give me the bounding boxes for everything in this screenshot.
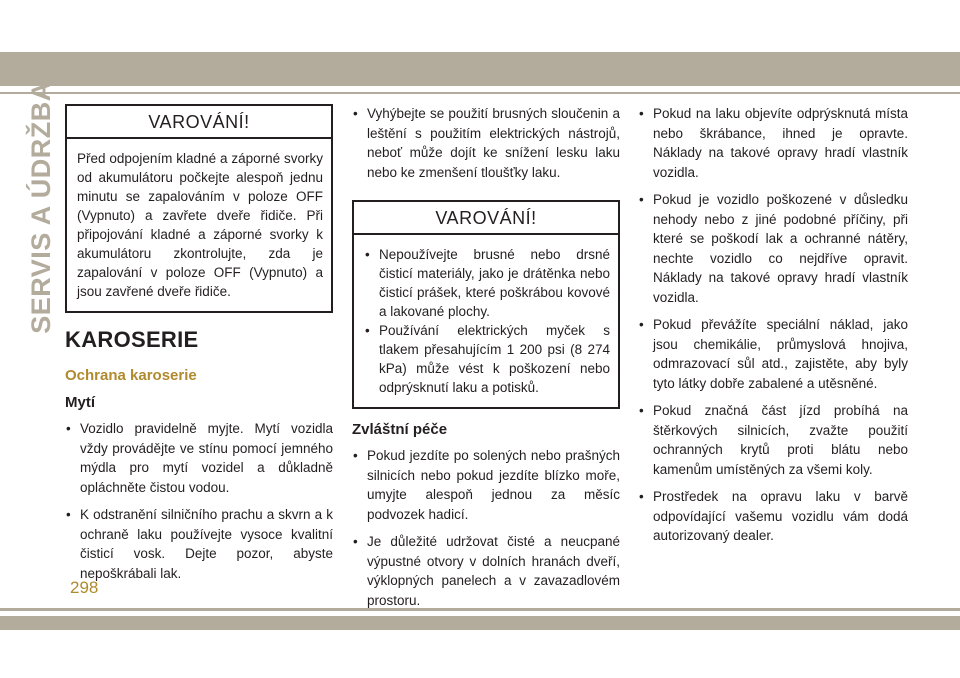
footer-rule bbox=[0, 608, 960, 611]
list-item: • Pokud jezdíte po solených nebo prašných silnicích nebo pokud jezdíte blízko moře, umyjte alespoň jednou za měsíc podvozek hadicí. bbox=[352, 446, 620, 524]
list-item: • Pokud značná část jízd probíhá na štěrkových silnicích, zvažte použití ochranných krytů proti blátu nebo kamenům umístěných za všemi koly. bbox=[638, 401, 908, 479]
page-number: 298 bbox=[70, 578, 99, 597]
special-care-list bbox=[352, 446, 620, 610]
column-3 bbox=[638, 104, 908, 546]
warning-title: VAROVÁNÍ! bbox=[67, 106, 331, 139]
warning-box-battery bbox=[65, 104, 333, 313]
polish-list bbox=[352, 104, 620, 182]
list-item: • Prostředek na opravu laku v barvě odpovídající vašemu vozidlu vám dodá autorizovaný dealer. bbox=[638, 487, 908, 546]
washing-list bbox=[65, 419, 333, 583]
list-item: • Je důležité udržovat čisté a neucpané výpustné otvory v dolních hranách dveří, výklopných panelech a v zavazadlovém prostoru. bbox=[352, 532, 620, 610]
section-side-tab bbox=[22, 80, 60, 334]
subheading: Ochrana karoserie bbox=[65, 367, 197, 384]
header-band bbox=[0, 52, 960, 86]
warning-title: VAROVÁNÍ! bbox=[354, 202, 618, 235]
warning-box-abrasives bbox=[352, 200, 620, 409]
section-heading-washing: Mytí bbox=[65, 394, 95, 411]
list-item: • Nepoužívejte brusné nebo drsné čisticí materiály, jako je drátěnka nebo čisticí prášek, které poškrábou kovové a lakované plochy. bbox=[364, 245, 610, 321]
column-2 bbox=[352, 104, 620, 610]
list-item: • Používání elektrických myček s tlakem přesahujícím 1 200 psi (8 274 kPa) může vést k poškození nebo odprýsknutí laku a potisků. bbox=[364, 321, 610, 397]
section-heading-special-care: Zvláštní péče bbox=[352, 421, 448, 438]
warning-text: Před odpojením kladné a záporné svorky od akumulátoru počkejte alespoň jednu minutu se zapalováním v poloze OFF (Vypnuto) a zavřete dveře řidiče. Při připojování kladné a záporné svorky k akumulátoru zkontrolujte, zda je zapalování v poloze OFF (Vypnuto) a jsou zavřené dveře řidiče. bbox=[77, 151, 323, 299]
warning-list bbox=[364, 245, 610, 397]
header-rule bbox=[0, 92, 960, 94]
list-item: • K odstranění silničního prachu a skvrn a k ochraně laku používejte vysoce kvalitní čisticí vosk. Dejte pozor, abyste nepoškrábali lak. bbox=[65, 505, 333, 583]
warning-body bbox=[354, 235, 618, 407]
chapter-heading: KAROSERIE bbox=[65, 327, 199, 352]
list-item: • Pokud je vozidlo poškozené v důsledku nehody nebo z jiné podobné příčiny, při které se poškodí lak a ochranné nátěry, nechte vozidlo co nejdříve opravit. Náklady na takové opravy hradí vlastník vozidla. bbox=[638, 190, 908, 307]
list-item: • Vyhýbejte se použití brusných sloučenin a leštění s použitím elektrických nástrojů, neboť může dojít ke snížení lesku laku nebo ke zmenšení tloušťky laku. bbox=[352, 104, 620, 182]
list-item: • Pokud převážíte speciální náklad, jako jsou chemikálie, průmyslová hnojiva, odmrazovací sůl atd., zajistěte, aby byly tyto látky dobře zabalené a utěsněné. bbox=[638, 315, 908, 393]
list-item: • Vozidlo pravidelně myjte. Mytí vozidla vždy provádějte ve stínu pomocí jemného mýdla pro mytí vozidel a důkladně opláchněte čistou vodou. bbox=[65, 419, 333, 497]
list-item: • Pokud na laku objevíte odprýsknutá místa nebo škrábance, ihned je opravte. Náklady na takové opravy hradí vlastník vozidla. bbox=[638, 104, 908, 182]
care-list-continued bbox=[638, 104, 908, 546]
footer-band bbox=[0, 616, 960, 630]
side-tab-label: SERVIS A ÚDRŽBA bbox=[25, 80, 56, 334]
column-1 bbox=[65, 104, 333, 583]
